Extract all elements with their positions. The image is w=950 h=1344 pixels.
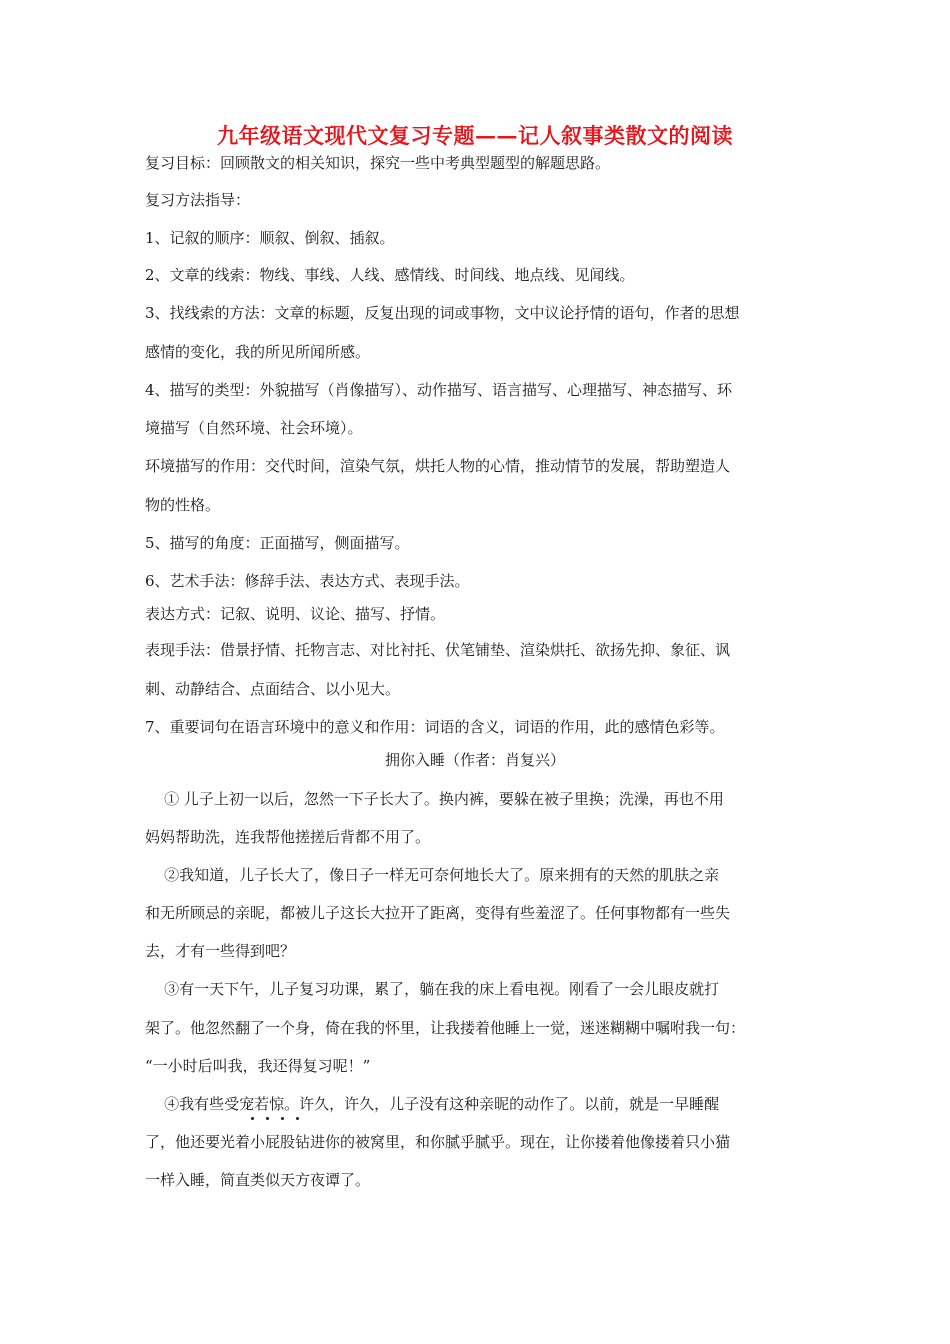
document-title: 九年级语文现代文复习专题——记人叙事类散文的阅读: [217, 123, 733, 148]
paragraph-line: 一样入睡，简直类似天方夜谭了。: [145, 1171, 371, 1189]
text-line: 复习方法指导：: [145, 191, 251, 209]
paragraph-line: ① 儿子上初一以后，忽然一下子长大了。换内裤，要躲在被子里换；洗澡，再也不用: [145, 790, 724, 808]
text-line: 感情的变化，我的所见所闻所感。: [145, 343, 371, 361]
text-line: 6、艺术手法：修辞手法、表达方式、表现手法。: [145, 572, 470, 590]
text-line: 1、记叙的顺序：顺叙、倒叙、插叙。: [145, 229, 395, 247]
essay-title: 拥你入睡（作者：肖复兴）: [384, 751, 565, 769]
text-line: 4、描写的类型：外貌描写（肖像描写）、动作描写、语言描写、心理描写、神态描写、环: [145, 381, 733, 399]
paragraph-line: ③有一天下午，儿子复习功课，累了，躺在我的床上看电视。刚看了一会儿眼皮就打: [145, 980, 720, 998]
paragraph-line: 去，才有一些得到吧？: [145, 942, 296, 960]
paragraph-line: ②我知道，儿子长大了，像日子一样无可奈何地长大了。原来拥有的天然的肌肤之亲: [145, 866, 720, 884]
paragraph-line: 妈妈帮助洗，连我帮他搓搓后背都不用了。: [145, 828, 431, 846]
emphasis-dots: [248, 1117, 328, 1123]
text-line: 境描写（自然环境、社会环境）。: [145, 419, 363, 437]
text-line: 表达方式：记叙、说明、议论、描写、抒情。: [145, 605, 446, 623]
text-line: 复习目标：回顾散文的相关知识，探究一些中考典型题型的解题思路。: [145, 154, 611, 172]
text-line: 表现手法：借景抒情、托物言志、对比衬托、伏笔铺垫、渲染烘托、欲扬先抑、象征、讽: [145, 641, 731, 659]
paragraph-line: 架了。他忽然翻了一个身，倚在我的怀里，让我搂着他睡上一觉，迷迷糊糊中嘱咐我一句：: [145, 1019, 746, 1037]
paragraph-line: 和无所顾忌的亲昵，都被儿子这长大拉开了距离，变得有些羞涩了。任何事物都有一些失: [145, 904, 731, 922]
text-line: 环境描写的作用：交代时间，渲染气氛，烘托人物的心情，推动情节的发展，帮助塑造人: [145, 457, 731, 475]
text-line: 2、文章的线索：物线、事线、人线、感情线、时间线、地点线、见闻线。: [145, 266, 635, 284]
text-line: 5、描写的角度：正面描写，侧面描写。: [145, 534, 410, 552]
text-line: 3、找线索的方法：文章的标题，反复出现的词或事物，文中议论抒情的语句，作者的思想: [145, 304, 740, 322]
text-line: 物的性格。: [145, 496, 221, 514]
paragraph-line: 了，他还要光着小屁股钻进你的被窝里，和你腻乎腻乎。现在，让你搂着他像搂着只小猫: [145, 1133, 731, 1151]
text-line: 7、重要词句在语言环境中的意义和作用：词语的含义，词语的作用，此的感情色彩等。: [145, 718, 725, 736]
paragraph-line: ④我有些受宠若惊。许久，许久，儿子没有这种亲昵的动作了。以前，就是一早睡醒: [145, 1095, 720, 1113]
paragraph-line: “一小时后叫我，我还得复习呢！”: [145, 1057, 371, 1075]
text-line: 刺、动静结合、点面结合、以小见大。: [145, 680, 401, 698]
